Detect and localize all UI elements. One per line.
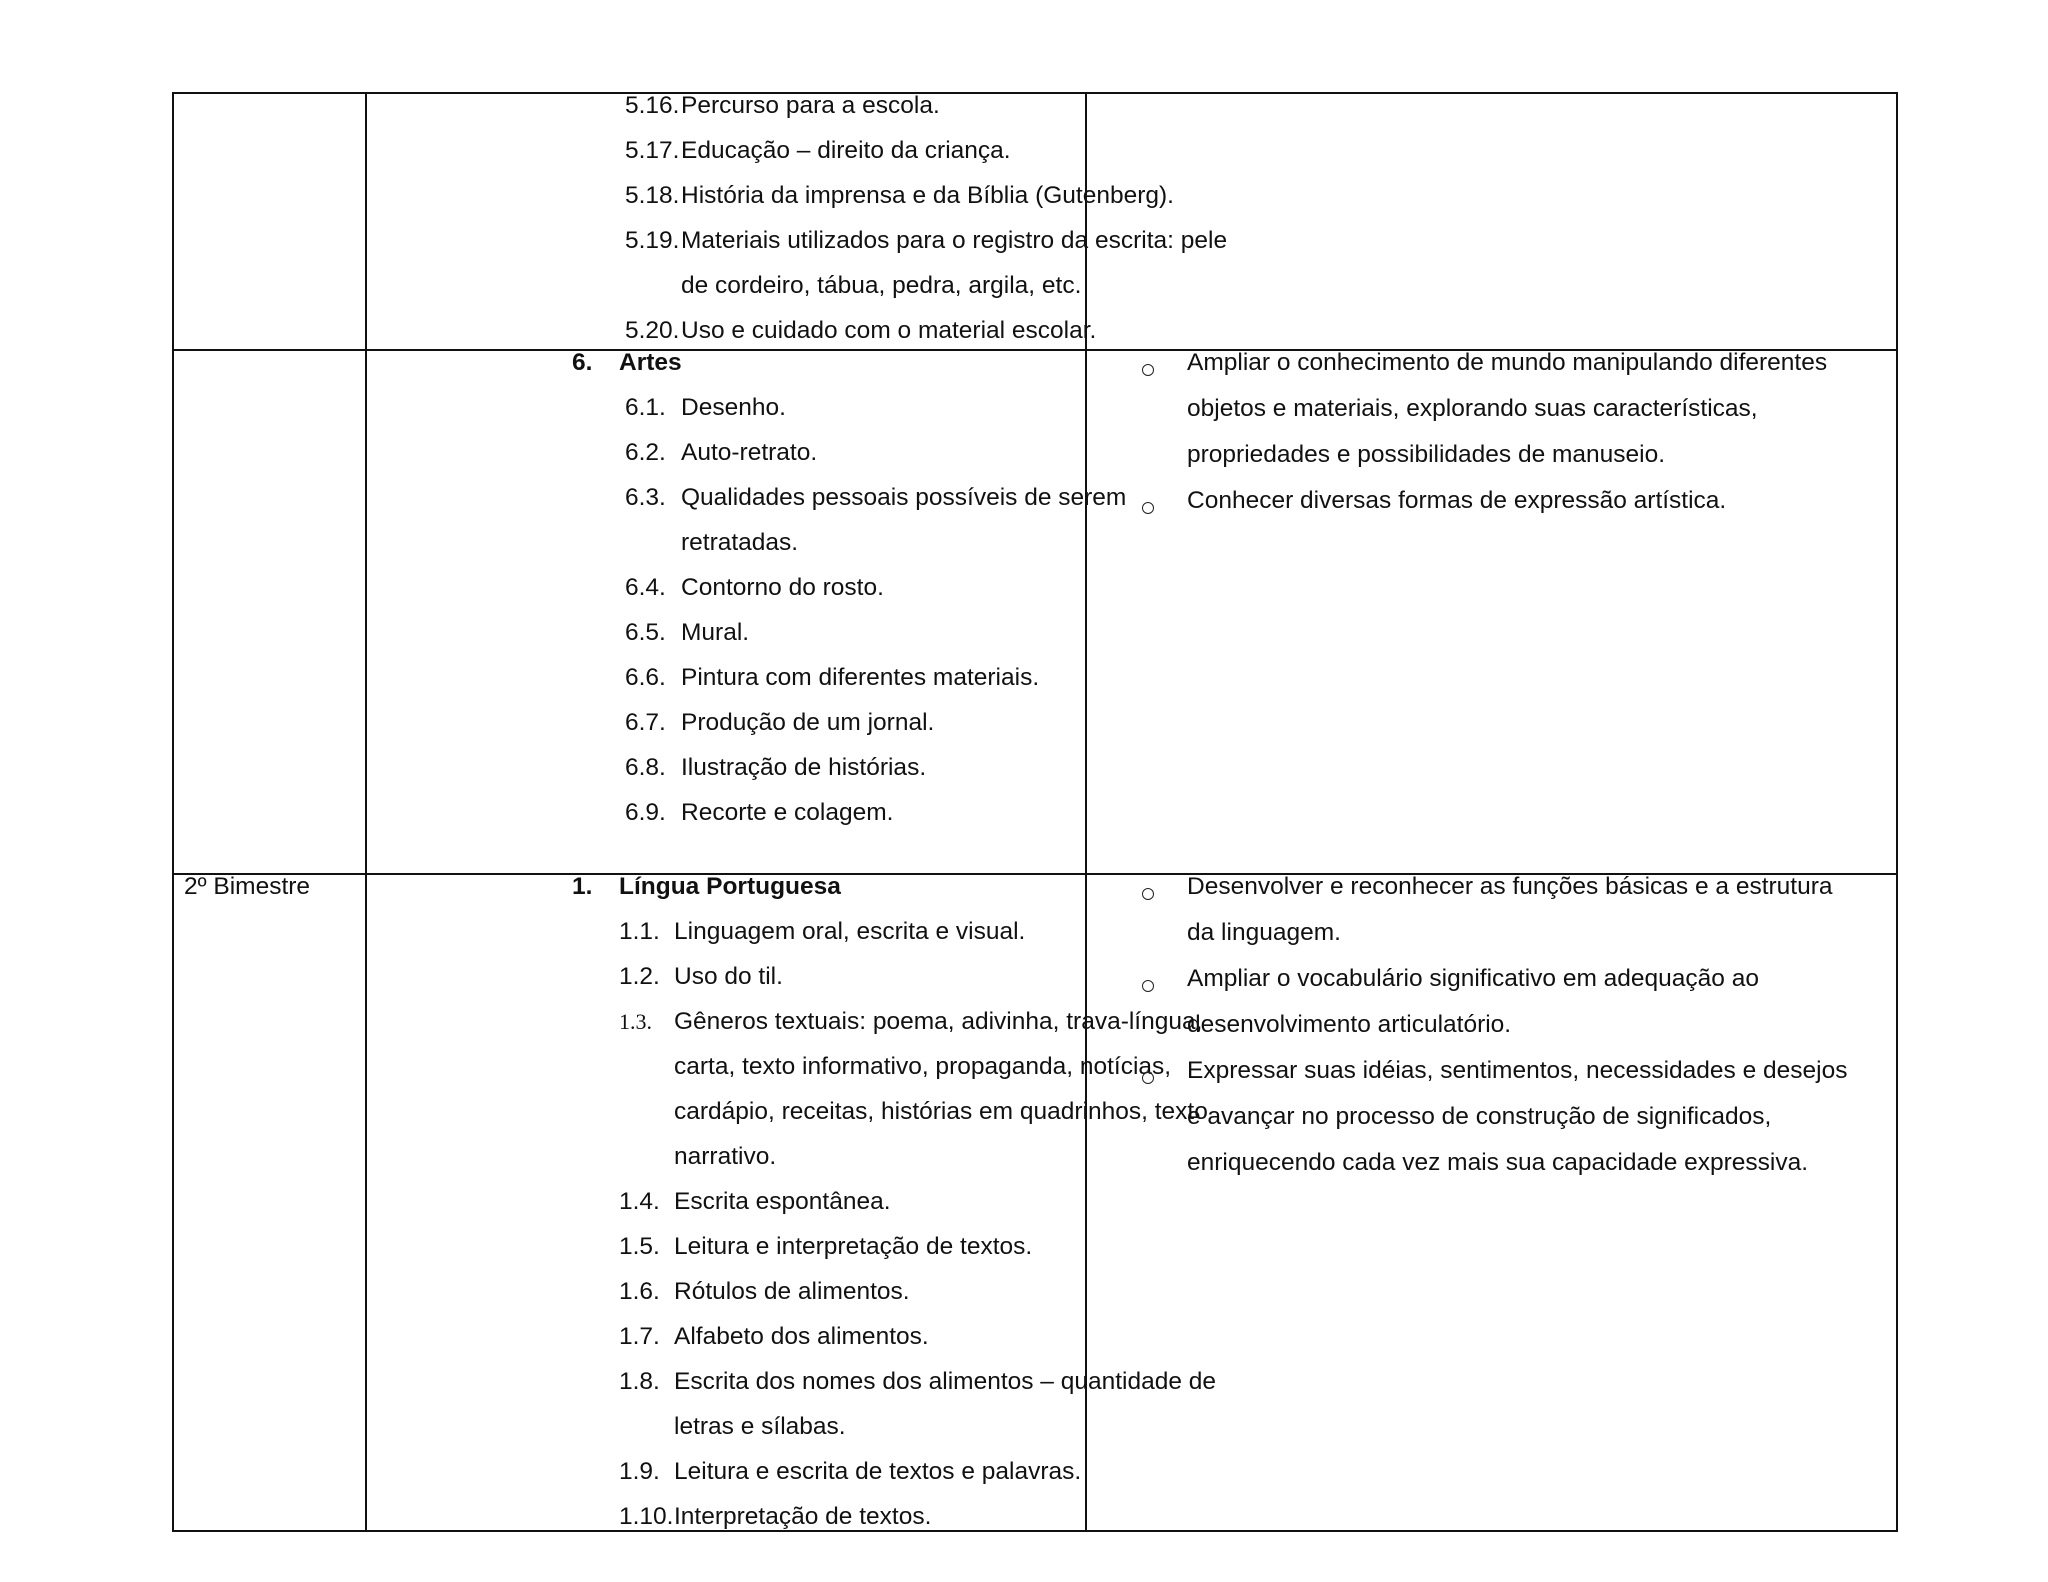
topic-number: 1.7. <box>619 1323 660 1350</box>
topics-cell <box>367 873 1217 1530</box>
topic-number: 1.2. <box>619 963 660 990</box>
topic-text: Recorte e colagem. <box>681 799 894 826</box>
period-cell <box>174 875 367 1530</box>
objective-text: Desenvolver e reconhecer as funções básicas e a estrutura <box>1187 873 1833 900</box>
objectives-cell <box>1087 875 1896 1530</box>
topic-text: cardápio, receitas, histórias em quadrinhos, texto <box>674 1098 1208 1125</box>
topic-number: 6.7. <box>625 709 666 736</box>
objectives-cell <box>1087 351 1896 873</box>
topic-number: 6.6. <box>625 664 666 691</box>
topic-text: Produção de um jornal. <box>681 709 935 736</box>
objective-text: objetos e materiais, explorando suas características, <box>1187 395 1758 422</box>
topic-text: Auto-retrato. <box>681 439 818 466</box>
bullet-circle-icon <box>1142 888 1154 900</box>
objective-text: Expressar suas idéias, sentimentos, necessidades e desejos <box>1187 1057 1848 1084</box>
topic-text: Uso e cuidado com o material escolar. <box>681 317 1097 344</box>
objectives-cell <box>1087 94 1896 349</box>
topic-text: Desenho. <box>681 394 786 421</box>
section-number: 6. <box>572 349 593 376</box>
bullet-circle-icon <box>1142 980 1154 992</box>
topic-text: narrativo. <box>674 1143 777 1170</box>
period-cell <box>174 94 367 349</box>
section-title: Artes <box>619 349 682 376</box>
topic-number: 5.17. <box>625 137 680 164</box>
topic-number: 6.4. <box>625 574 666 601</box>
topic-number: 1.1. <box>619 918 660 945</box>
topic-number: 6.3. <box>625 484 666 511</box>
topic-text: História da imprensa e da Bíblia (Gutenberg). <box>681 182 1174 209</box>
topic-text: Qualidades pessoais possíveis de serem <box>681 484 1127 511</box>
topic-number: 5.19. <box>625 227 680 254</box>
topic-text: Ilustração de histórias. <box>681 754 927 781</box>
topic-number: 1.5. <box>619 1233 660 1260</box>
table-row <box>174 94 1896 349</box>
period-label: 2º Bimestre <box>184 873 311 900</box>
objective-text: Ampliar o vocabulário significativo em adequação ao <box>1187 965 1759 992</box>
topic-text: Linguagem oral, escrita e visual. <box>674 918 1026 945</box>
objective-text: e avançar no processo de construção de significados, <box>1187 1103 1772 1130</box>
topic-number: 1.10. <box>619 1503 674 1530</box>
section-title: Língua Portuguesa <box>619 873 841 900</box>
topic-text: Percurso para a escola. <box>681 92 940 119</box>
topic-text: letras e sílabas. <box>674 1413 846 1440</box>
topic-number: 5.16. <box>625 92 680 119</box>
topic-text: Pintura com diferentes materiais. <box>681 664 1040 691</box>
topic-text: Escrita dos nomes dos alimentos – quantidade de <box>674 1368 1217 1395</box>
topic-text: Alfabeto dos alimentos. <box>674 1323 929 1350</box>
table-row <box>174 349 1896 873</box>
bullet-circle-icon <box>1142 364 1154 376</box>
topic-text: Gêneros textuais: poema, adivinha, trava-língua, <box>674 1008 1203 1035</box>
topic-number: 1.8. <box>619 1368 660 1395</box>
objective-text: Conhecer diversas formas de expressão artística. <box>1187 487 1727 514</box>
topic-text: Escrita espontânea. <box>674 1188 891 1215</box>
topic-text: Interpretação de textos. <box>674 1503 932 1530</box>
bullet-circle-icon <box>1142 502 1154 514</box>
objective-text: da linguagem. <box>1187 919 1341 946</box>
objective-text: Ampliar o conhecimento de mundo manipulando diferentes <box>1187 349 1828 376</box>
objective-text: propriedades e possibilidades de manuseio. <box>1187 441 1666 468</box>
topic-text: Contorno do rosto. <box>681 574 884 601</box>
topic-number: 6.2. <box>625 439 666 466</box>
topic-number: 6.1. <box>625 394 666 421</box>
period-cell <box>174 351 367 873</box>
topic-number: 1.9. <box>619 1458 660 1485</box>
topic-number: 5.20. <box>625 317 680 344</box>
section-number: 1. <box>572 873 593 900</box>
objective-text: enriquecendo cada vez mais sua capacidade expressiva. <box>1187 1149 1809 1176</box>
topic-text: Educação – direito da criança. <box>681 137 1011 164</box>
topic-number: 1.4. <box>619 1188 660 1215</box>
curriculum-table <box>172 92 1898 1532</box>
topic-text: de cordeiro, tábua, pedra, argila, etc. <box>681 272 1082 299</box>
objective-text: desenvolvimento articulatório. <box>1187 1011 1512 1038</box>
topic-text: Leitura e escrita de textos e palavras. <box>674 1458 1082 1485</box>
topic-text: Rótulos de alimentos. <box>674 1278 910 1305</box>
bullet-circle-icon <box>1142 1072 1154 1084</box>
topic-text: retratadas. <box>681 529 799 556</box>
topic-number: 1.3. <box>619 1009 652 1034</box>
table-row <box>174 873 1896 1530</box>
topics-cell <box>367 92 1228 349</box>
topic-number: 6.5. <box>625 619 666 646</box>
topic-number: 6.8. <box>625 754 666 781</box>
topic-text: carta, texto informativo, propaganda, notícias, <box>674 1053 1172 1080</box>
topic-text: Mural. <box>681 619 750 646</box>
topic-text: Uso do til. <box>674 963 783 990</box>
topic-number: 5.18. <box>625 182 680 209</box>
topic-number: 1.6. <box>619 1278 660 1305</box>
topic-text: Materiais utilizados para o registro da escrita: pele <box>681 227 1228 254</box>
topic-number: 6.9. <box>625 799 666 826</box>
topic-text: Leitura e interpretação de textos. <box>674 1233 1033 1260</box>
topics-cell <box>367 349 1127 873</box>
